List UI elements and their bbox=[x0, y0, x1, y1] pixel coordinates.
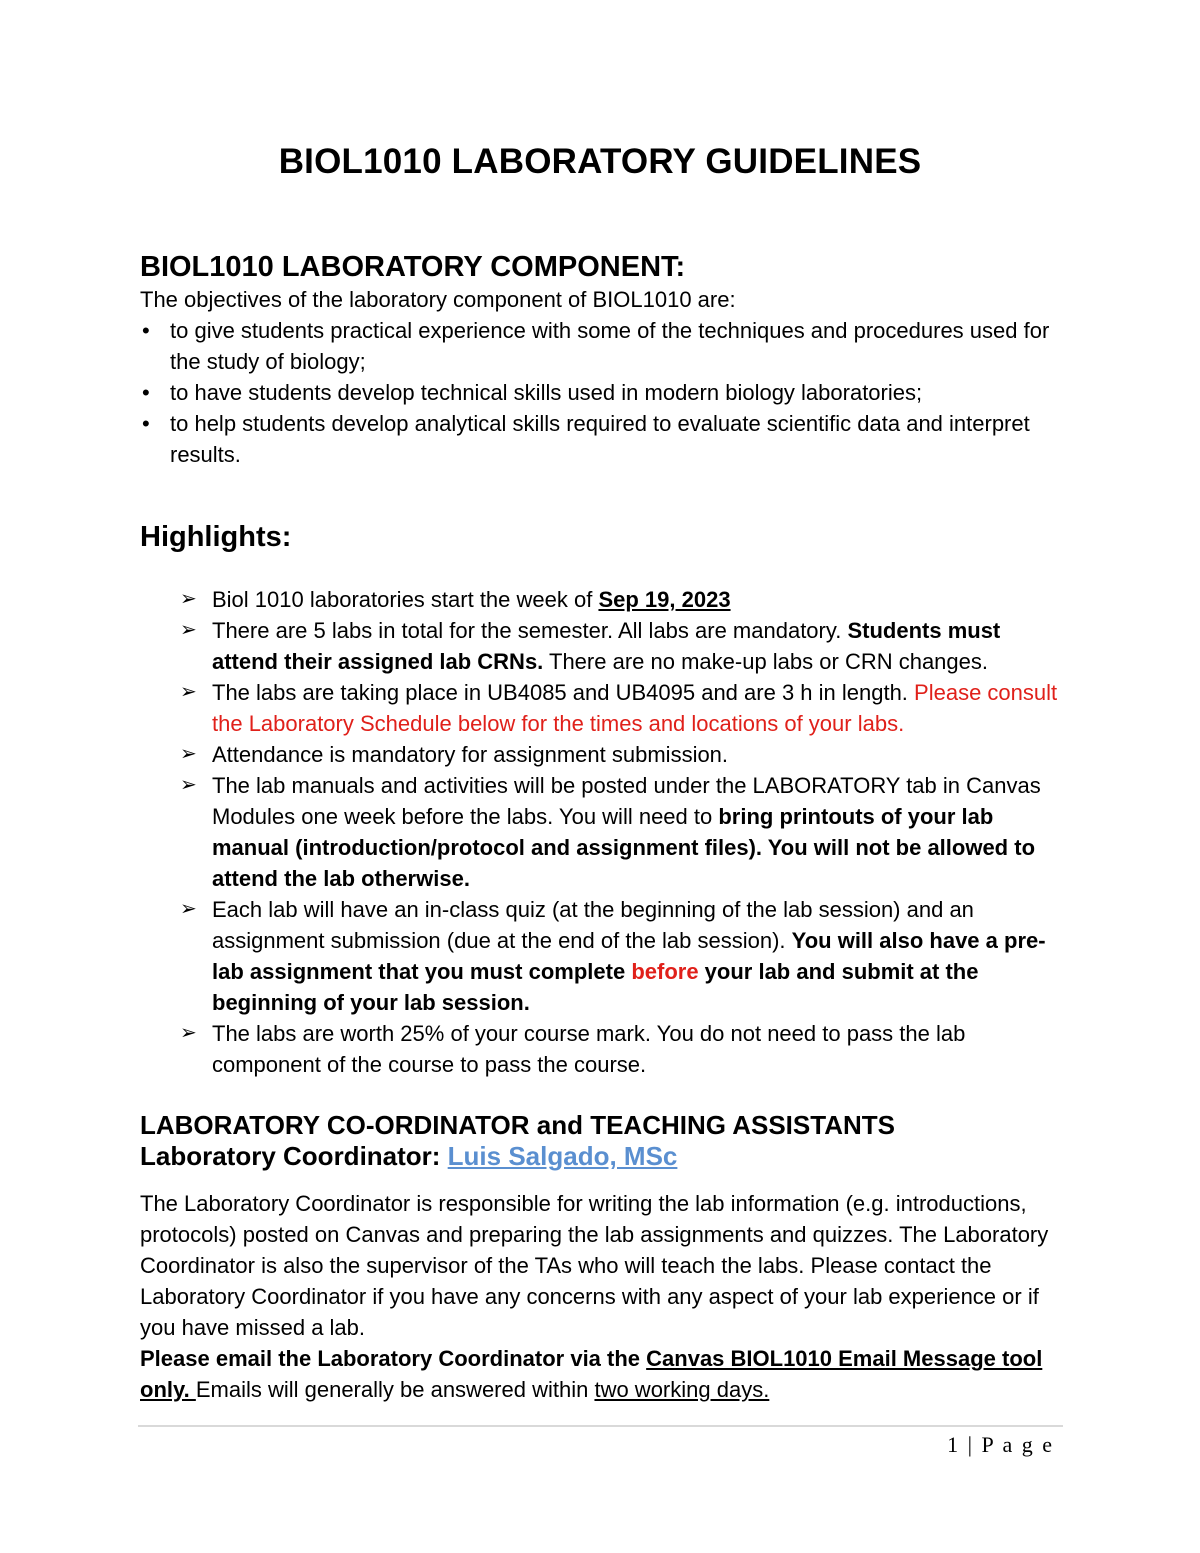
coordinator-line: Laboratory Coordinator: Luis Salgado, MSc bbox=[140, 1141, 678, 1171]
list-item: ➢ The labs are worth 25% of your course mark. You do not need to pass the lab component of the course to pass the course. bbox=[180, 1018, 1060, 1080]
list-item: • to have students develop technical skills used in modern biology laboratories; bbox=[140, 377, 1065, 408]
list-item: ➢ The labs are taking place in UB4085 and UB4095 and are 3 h in length. Please consult the Laboratory Schedule below for the times and locations of your labs. bbox=[180, 677, 1060, 739]
canvas-email-tool-link: Canvas BIOL1010 Email Message tool only. bbox=[140, 1346, 1043, 1402]
bullet-icon: • bbox=[142, 411, 150, 436]
component-heading: BIOL1010 LABORATORY COMPONENT: bbox=[140, 251, 686, 283]
objectives-list bbox=[140, 315, 1065, 470]
arrow-bullet-icon: ➢ bbox=[180, 1022, 197, 1044]
start-date: Sep 19, 2023 bbox=[598, 587, 731, 612]
page-footer: 1 | P a g e bbox=[947, 1432, 1054, 1457]
coordinator-heading: LABORATORY CO-ORDINATOR and TEACHING ASSISTANTS bbox=[140, 1110, 895, 1140]
objectives-intro: The objectives of the laboratory component of BIOL1010 are: bbox=[140, 287, 736, 312]
document-body bbox=[140, 250, 1065, 1405]
page-label: P a g e bbox=[981, 1432, 1054, 1457]
arrow-bullet-icon: ➢ bbox=[180, 619, 197, 641]
page-number: 1 bbox=[947, 1432, 961, 1457]
list-item: • to give students practical experience with some of the techniques and procedures used for the study of biology; bbox=[140, 315, 1065, 377]
highlights-list bbox=[180, 584, 1060, 1080]
list-item: ➢ The lab manuals and activities will be posted under the LABORATORY tab in Canvas Modules one week before the labs. You will need to bring printouts of your lab manual (introduction/protocol and assignment files). You will not be allowed to attend the lab otherwise. bbox=[180, 770, 1060, 894]
highlights-heading: Highlights: bbox=[140, 521, 292, 553]
arrow-bullet-icon: ➢ bbox=[180, 743, 197, 765]
list-item: • to help students develop analytical skills required to evaluate scientific data and interpret results. bbox=[140, 408, 1065, 470]
list-item: ➢ Biol 1010 laboratories start the week of Sep 19, 2023 bbox=[180, 584, 1060, 615]
document-title: BIOL1010 LABORATORY GUIDELINES bbox=[278, 142, 922, 181]
list-item: ➢ There are 5 labs in total for the semester. All labs are mandatory. Students must attend their assigned lab CRNs. There are no make-up labs or CRN changes. bbox=[180, 615, 1060, 677]
bullet-icon: • bbox=[142, 380, 150, 405]
email-instructions: Please email the Laboratory Coordinator via the Canvas BIOL1010 Email Message tool only. Emails will generally be answered within two working days. bbox=[140, 1346, 1043, 1402]
coordinator-name-link[interactable]: Luis Salgado, MSc bbox=[447, 1141, 678, 1171]
coordinator-paragraph: The Laboratory Coordinator is responsible for writing the lab information (e.g. introductions, protocols) posted on Canvas and preparing the lab assignments and quizzes. The Laboratory Coordinator is also the supervisor of the TAs who will teach the labs. Please contact the Laboratory Coordinator if you have any concerns with any aspect of your lab experience or if you have missed a lab. bbox=[140, 1191, 1049, 1340]
arrow-bullet-icon: ➢ bbox=[180, 774, 197, 796]
list-item: ➢ Attendance is mandatory for assignment submission. bbox=[180, 739, 1060, 770]
footer-divider bbox=[138, 1425, 1063, 1427]
arrow-bullet-icon: ➢ bbox=[180, 898, 197, 920]
arrow-bullet-icon: ➢ bbox=[180, 681, 197, 703]
arrow-bullet-icon: ➢ bbox=[180, 588, 197, 610]
bullet-icon: • bbox=[142, 318, 150, 343]
list-item: ➢ Each lab will have an in-class quiz (at the beginning of the lab session) and an assignment submission (due at the end of the lab session). You will also have a pre-lab assignment that you must complete before your lab and submit at the beginning of your lab session. bbox=[180, 894, 1060, 1018]
